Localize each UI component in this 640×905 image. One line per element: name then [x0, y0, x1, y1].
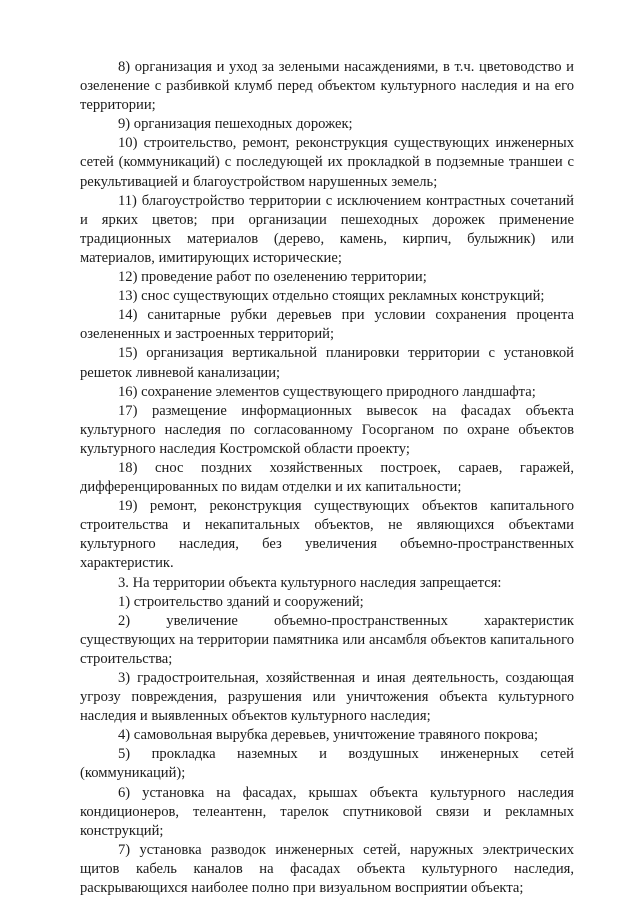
prohibited-item-3: 3) градостроительная, хозяйственная и иная деятельность, создающая угрозу повреждения, разрушения или уничтожения объекта культурного наследия и выявленных объектов культурного наследия; — [80, 670, 574, 725]
prohibited-item-5: 5) прокладка наземных и воздушных инженерных сетей (коммуникаций); — [80, 746, 574, 782]
prohibited-item-4: 4) самовольная вырубка деревьев, уничтожение травяного покрова; — [118, 727, 539, 744]
prohibited-item-6: 6) установка на фасадах, крышах объекта культурного наследия кондиционеров, телеантенн, тарелок спутниковой связи и рекламных конструкций; — [80, 784, 574, 839]
document-page — [80, 58, 574, 898]
list-item-12: 12) проведение работ по озеленению территории; — [118, 269, 427, 286]
section-heading-prohibitions: 3. На территории объекта культурного наследия запрещается: — [118, 574, 502, 591]
list-item-11: 11) благоустройство территории с исключением контрастных сочетаний и ярких цветов; при организации пешеходных дорожек применение традиционных материалов (дерево, камень, кирпич, булыжник) или материалов, имитирующих исторические; — [80, 192, 574, 266]
list-item-10: 10) строительство, ремонт, реконструкция существующих инженерных сетей (коммуникаций) с последующей их прокладкой в подземные траншеи с рекультивацией и благоустройством нарушенных земель; — [80, 135, 574, 190]
list-item-9: 9) организация пешеходных дорожек; — [118, 116, 353, 133]
prohibited-item-1: 1) строительство зданий и сооружений; — [118, 593, 364, 610]
list-item-15: 15) организация вертикальной планировки территории с установкой решеток ливневой канализации; — [80, 345, 574, 381]
prohibited-item-7: 7) установка разводок инженерных сетей, наружных электрических щитов кабель каналов на фасадах объекта культурного наследия, раскрывающихся наиболее полно при визуальном восприятии объекта; — [80, 841, 574, 897]
list-item-16: 16) сохранение элементов существующего природного ландшафта; — [118, 383, 536, 400]
list-item-19: 19) ремонт, реконструкция существующих объектов капитального строительства и некапитальных объектов, не являющихся объектами культурного наследия, без увеличения объемно-пространственных характеристик. — [80, 498, 574, 572]
list-item-13: 13) снос существующих отдельно стоящих рекламных конструкций; — [118, 288, 545, 305]
list-item-17: 17) размещение информационных вывесок на фасадах объекта культурного наследия по согласованному Госорганом по охране объектов культурного наследия Костромской области проекту; — [80, 402, 574, 457]
prohibited-item-2: 2) увеличение объемно-пространственных характеристик существующих на территории памятника или ансамбля объектов капитального строительства; — [80, 612, 574, 667]
list-item-14: 14) санитарные рубки деревьев при условии сохранения процента озелененных и застроенных территорий; — [80, 307, 574, 343]
list-item-8: 8) организация и уход за зелеными насаждениями, в т.ч. цветоводство и озеленение с разбивкой клумб перед объектом культурного наследия и на его территории; — [80, 59, 574, 114]
list-item-18: 18) снос поздних хозяйственных построек, сараев, гаражей, дифференцированных по видам отделки и их капитальности; — [80, 459, 574, 496]
